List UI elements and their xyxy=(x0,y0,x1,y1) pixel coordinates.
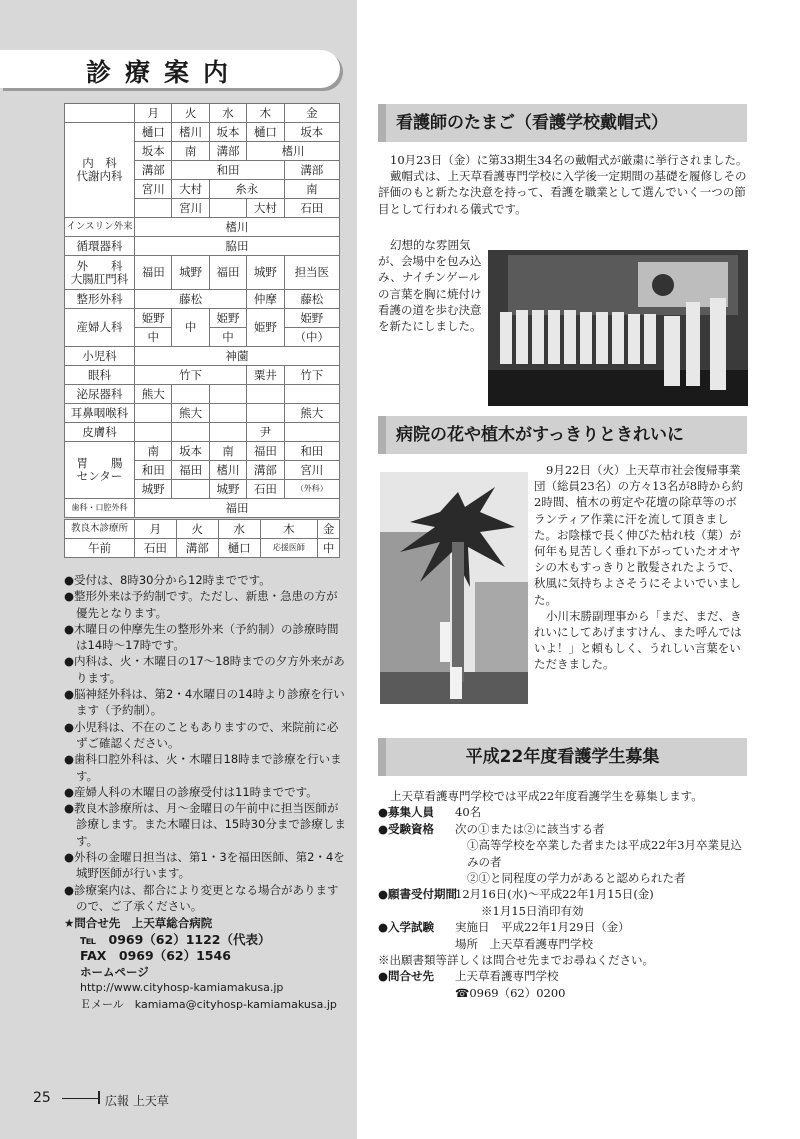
table-cell: 城野 xyxy=(247,256,284,290)
table-cell: 福田 xyxy=(247,442,284,461)
schedule-table xyxy=(64,103,340,518)
table-cell: 榰川 xyxy=(172,123,209,142)
table-cell xyxy=(247,404,284,423)
table-row xyxy=(65,442,340,461)
table-cell: 和田 xyxy=(284,442,339,461)
email-link[interactable]: Ｅメール kamiama@cityhosp-kamiamakusa.jp xyxy=(80,997,337,1011)
paragraph: 小川末勝副理事から「まだ、まだ、きれいにしてあげますけん、また呼んではいよ！」と頼もしく、うれしい言葉をいただきました。 xyxy=(534,608,742,672)
table-cell: 藤松 xyxy=(135,290,247,309)
article-body xyxy=(378,237,482,334)
dept-label: 眼科 xyxy=(65,366,135,385)
palm-tree-photo xyxy=(380,472,528,704)
dept-label: センター xyxy=(76,469,123,483)
table-cell: 姫野 xyxy=(284,309,339,328)
list-item: ● 整形外来は予約制です。ただし、新患・急患の方が優先となります。 xyxy=(64,588,349,621)
header-wed: 水 xyxy=(218,520,260,539)
contact-label: ★ 問合せ先 上天草総合病院 xyxy=(64,915,349,931)
homepage-link[interactable]: http://www.cityhosp-kamiamakusa.jp xyxy=(80,981,284,995)
table-cell: 竹下 xyxy=(135,366,247,385)
page-title: 診療案内 xyxy=(86,58,243,87)
table-cell: 溝部 xyxy=(209,142,246,161)
table-cell: 宮川 xyxy=(135,180,172,199)
list-item: ● 内科は、火・木曜日の17～18時までの夕方外来があります。 xyxy=(64,653,349,686)
list-item: ● 脳神経外科は、第2・4水曜日の14時より診療を行います（予約制）。 xyxy=(64,686,349,719)
header-fri: 金 xyxy=(284,104,339,123)
item-label: ● 願書受付期間 xyxy=(378,886,455,919)
table-row xyxy=(65,366,340,385)
table-cell: 担当医 xyxy=(284,256,339,290)
dept-naika xyxy=(65,123,135,218)
paragraph: 9月22日（火）上天草市社会復帰事業団（総員23名）の方々13名が8時から約2時間、植木の剪定や花壇の除草等のボランティア作業に汗を流して頂きました。お陰様で長く伸びた枯れ枝（葉）が何年も見苦しく垂れ下がっていたオオヤシの木もすっきりと散髪されたようで、秋風に気持ちよさそうにそよいでいました。 xyxy=(534,463,744,607)
section-title: 病院の花や植木がすっきりときれいに xyxy=(396,425,684,445)
divider xyxy=(62,1098,98,1099)
table-cell xyxy=(209,199,246,218)
list-item: ● 歯科口腔外科は、火・木曜日18時まで診療を行います。 xyxy=(64,751,349,784)
table-cell: 坂本 xyxy=(284,123,339,142)
table-row xyxy=(65,404,340,423)
header-thu: 木 xyxy=(247,104,284,123)
table-cell xyxy=(284,385,339,404)
dept-label: 小児科 xyxy=(65,347,135,366)
homepage-label: ホームページ xyxy=(80,965,149,980)
section-title: 看護師のたまご（看護学校戴帽式） xyxy=(396,113,668,133)
item-label: ● 入学試験 xyxy=(378,919,455,952)
list-item xyxy=(378,886,750,919)
table-cell: 仲摩 xyxy=(247,290,284,309)
publication-name: 広報 上天草 xyxy=(105,1094,169,1108)
item-value: ☎0969（62）0200 xyxy=(455,985,566,1000)
table-row xyxy=(65,309,340,328)
table-cell xyxy=(135,199,172,218)
dept-label: 胃 腸 xyxy=(76,456,123,471)
list-item xyxy=(378,919,750,952)
dept-geka xyxy=(65,256,135,290)
dept-label: インスリン外来 xyxy=(65,218,135,237)
table-cell: 福田 xyxy=(172,461,209,480)
table-cell: 竹下 xyxy=(284,366,339,385)
table-cell: 南 xyxy=(172,142,209,161)
header-wed: 水 xyxy=(209,104,246,123)
capping-ceremony-photo xyxy=(488,250,748,406)
table-cell xyxy=(135,423,172,442)
table-cell: 福田 xyxy=(209,256,246,290)
paragraph: 上天草看護専門学校では平成22年度看護学生を募集します。 xyxy=(390,789,703,803)
table-cell: 城野 xyxy=(209,480,246,499)
table-cell: 糸永 xyxy=(209,180,284,199)
table-cell: 大村 xyxy=(247,199,284,218)
list-item: ● 木曜日の仲摩先生の整形外来（予約制）の診療時間は14時～17時です。 xyxy=(64,621,349,654)
header-tue: 火 xyxy=(172,104,209,123)
article-body xyxy=(534,462,748,673)
header-tue: 火 xyxy=(176,520,218,539)
section-heading xyxy=(378,738,747,776)
table-cell xyxy=(209,423,246,442)
dept-label: 内 科 xyxy=(82,156,117,171)
dept-label: 代謝内科 xyxy=(76,169,123,183)
list-item xyxy=(378,968,750,1001)
list-item: ● 外科の金曜日担当は、第1・3を福田医師、第2・4を城野医師が行います。 xyxy=(64,849,349,882)
item-value: 次の①または②に該当する者 xyxy=(455,821,605,836)
table-cell xyxy=(172,385,209,404)
item-value: 実施日 平成22年1月29日（金） xyxy=(455,920,630,935)
dept-label: 大腸肛門科 xyxy=(70,271,129,286)
table-cell: 中 xyxy=(172,309,209,347)
table-cell: 福田 xyxy=(135,499,340,518)
note-text: ※出願書類等詳しくは問合せ先までお尋ねください。 xyxy=(378,953,654,968)
dept-label: 外 科 xyxy=(76,258,123,273)
table-cell: 榰川 xyxy=(209,461,246,480)
table-cell: 南 xyxy=(209,442,246,461)
table-cell: 樋口 xyxy=(218,539,260,558)
table-cell xyxy=(247,385,284,404)
table-cell: 粟井 xyxy=(247,366,284,385)
dept-label: 整形外科 xyxy=(65,290,135,309)
table-cell: 和田 xyxy=(172,161,284,180)
table-cell: 城野 xyxy=(172,256,209,290)
divider xyxy=(98,1091,100,1104)
table-cell xyxy=(209,404,246,423)
table-cell: 樋口 xyxy=(247,123,284,142)
table-cell: 溝部 xyxy=(135,161,172,180)
table-cell: 南 xyxy=(284,180,339,199)
table-cell: 熊大 xyxy=(284,404,339,423)
item-label: ● 募集人員 xyxy=(378,804,455,820)
table-cell: （中） xyxy=(284,328,339,347)
contact-block xyxy=(64,915,349,1013)
table-cell: 溝部 xyxy=(176,539,218,558)
kyoryoku-table xyxy=(64,519,340,558)
table-cell xyxy=(172,423,209,442)
table-row xyxy=(65,423,340,442)
item-label: ● 受験資格 xyxy=(378,821,455,887)
row-label: 午前 xyxy=(65,539,135,558)
table-row xyxy=(65,499,340,518)
list-item: ● 産婦人科の木曜日の診療受付は11時までです。 xyxy=(64,784,349,800)
dept-label: 泌尿器科 xyxy=(65,385,135,404)
table-cell: 樋口 xyxy=(135,123,172,142)
table-cell: 姫野 xyxy=(247,309,284,347)
article-body xyxy=(378,152,748,217)
item-value: ②①と同程度の学力があると認められた者 xyxy=(467,871,686,886)
page-number: 25 xyxy=(33,1090,51,1106)
item-value: 12月16日(水)～平成22年1月15日(金) xyxy=(455,887,654,902)
paragraph: 10月23日（金）に第33期生34名の戴帽式が厳粛に挙行されました。 xyxy=(390,153,748,167)
list-item: ● 診療案内は、都合により変更となる場合がありますので、ご了承ください。 xyxy=(64,882,349,915)
table-cell: 熊大 xyxy=(135,385,172,404)
list-item xyxy=(378,804,750,820)
dept-label: 歯科・口腔外科 xyxy=(65,499,135,518)
table-cell: 宮川 xyxy=(172,199,209,218)
table-cell: 姫野 xyxy=(209,309,246,328)
item-value: 場所 上天草看護専門学校 xyxy=(455,936,593,951)
table-cell: 城野 xyxy=(135,480,172,499)
table-cell: 榰川 xyxy=(247,142,340,161)
list-item: ● 教良木診療所は、月～金曜日の午前中に担当医師が診療します。また木曜日は、15時30分まで診療します。 xyxy=(64,800,349,849)
dept-label: 耳鼻咽喉科 xyxy=(65,404,135,423)
item-label: ● 問合せ先 xyxy=(378,968,455,1001)
table-cell: 溝部 xyxy=(284,161,339,180)
section-title: 平成22年度看護学生募集 xyxy=(465,747,660,767)
table-cell: 脇田 xyxy=(135,237,340,256)
contact-tel: ℡ 0969（62）1122（代表） xyxy=(80,931,271,947)
table-header-row xyxy=(65,520,340,539)
table-cell xyxy=(209,385,246,404)
header-thu: 木 xyxy=(260,520,318,539)
page-title-band xyxy=(0,50,340,88)
dept-label: 皮膚科 xyxy=(65,423,135,442)
table-cell xyxy=(172,480,209,499)
table-row xyxy=(65,539,340,558)
table-cell xyxy=(135,404,172,423)
dept-ichou xyxy=(65,442,135,499)
table-row xyxy=(65,123,340,142)
table-cell: 和田 xyxy=(135,461,172,480)
table-cell: 石田 xyxy=(135,539,177,558)
table-cell: 石田 xyxy=(284,199,339,218)
dept-label: 教良木診療所 xyxy=(65,520,135,539)
capping-ceremony-image xyxy=(488,250,748,406)
table-cell: 南 xyxy=(135,442,172,461)
recruit-info xyxy=(378,788,750,1001)
table-cell: 坂本 xyxy=(209,123,246,142)
table-cell: 福田 xyxy=(135,256,172,290)
dept-label: 産婦人科 xyxy=(65,309,135,347)
table-row xyxy=(65,237,340,256)
section-heading xyxy=(378,104,747,142)
table-cell: 中 xyxy=(135,328,172,347)
table-cell: 石田 xyxy=(247,480,284,499)
table-cell: 尹 xyxy=(247,423,284,442)
header-mon: 月 xyxy=(135,520,177,539)
table-cell: 大村 xyxy=(172,180,209,199)
table-cell: 中 xyxy=(318,539,340,558)
table-cell: 宮川 xyxy=(284,461,339,480)
table-row xyxy=(65,290,340,309)
table-cell: 溝部 xyxy=(247,461,284,480)
paragraph: 戴帽式は、上天草看護専門学校に入学後一定期間の基礎を履修しその評価のもと新たな決意を持って、看護を職業として選んでいく一つの節目として行われる儀式です。 xyxy=(378,169,747,216)
notes-list xyxy=(64,572,349,1013)
palm-tree-image xyxy=(380,472,528,704)
contact-fax: FAX 0969（62）1546 xyxy=(80,947,231,963)
table-row xyxy=(65,385,340,404)
table-cell: 榰川 xyxy=(135,218,340,237)
item-value: ①高等学校を卒業した者または平成22年3月卒業見込みの者 xyxy=(467,838,742,869)
table-cell: 藤松 xyxy=(284,290,339,309)
corner-cell xyxy=(65,104,135,123)
list-item: ● 小児科は、不在のこともありますので、来院前に必ずご確認ください。 xyxy=(64,719,349,752)
list-item xyxy=(378,821,750,887)
section-heading xyxy=(378,416,747,454)
table-cell: （外科） xyxy=(284,480,339,499)
header-fri: 金 xyxy=(318,520,340,539)
list-item: ● 受付は、8時30分から12時までです。 xyxy=(64,572,349,588)
table-row xyxy=(65,256,340,290)
dept-label: 循環器科 xyxy=(65,237,135,256)
table-cell: 姫野 xyxy=(135,309,172,328)
item-value: ※1月15日消印有効 xyxy=(481,903,584,918)
table-row xyxy=(65,218,340,237)
item-value: 上天草看護専門学校 xyxy=(455,969,559,984)
table-header-row xyxy=(65,104,340,123)
header-mon: 月 xyxy=(135,104,172,123)
table-cell: 中 xyxy=(209,328,246,347)
table-cell: 坂本 xyxy=(135,142,172,161)
table-cell: 神薗 xyxy=(135,347,340,366)
table-cell xyxy=(284,423,339,442)
table-row xyxy=(65,347,340,366)
table-cell: 坂本 xyxy=(172,442,209,461)
table-cell: 応援医師 xyxy=(260,539,318,558)
table-cell: 熊大 xyxy=(172,404,209,423)
item-value: 40名 xyxy=(455,805,482,820)
paragraph: 幻想的な雰囲気が、会場中を包み込み、ナイチンゲールの言葉を胸に焼付け看護の道を歩む決意を新たにしました。 xyxy=(378,238,482,334)
